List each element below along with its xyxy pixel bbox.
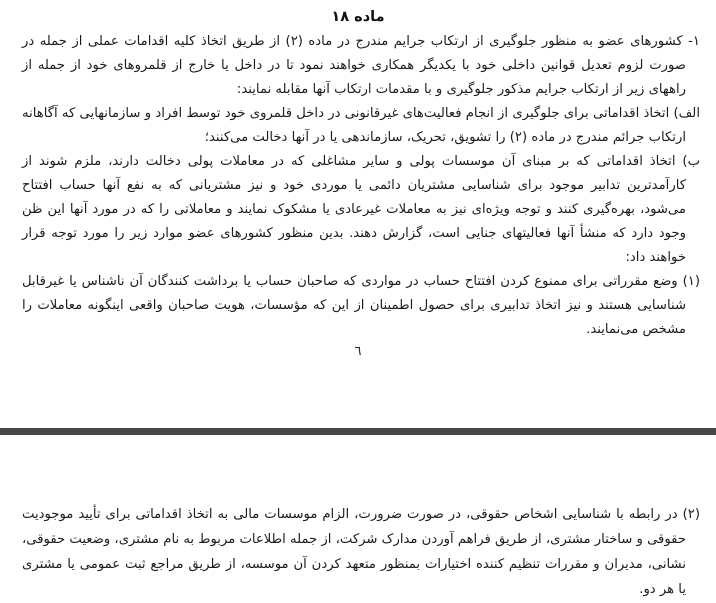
article-title: ماده ۱۸ — [331, 9, 385, 25]
paragraph-subclause-2: (۲) در رابطه با شناسایی اشخاص حقوقی، در صورت ضرورت، الزام موسسات مالی به اتخاذ اقداماتی برای تأیید موجودیت حقوقی و ساختار مشتری، از طریق فراهم آوردن مدارک شرکت، از جمله اطلاعات مربوط به نام مشتری، وضعیت حقوقی، نشانی، مدیران و مقررات تنظیم کننده اختیارات بمنظور متعهد کردن آن موسسه، از طریق مراجع ثبت عمومی یا مشتری یا هر دو. — [22, 507, 700, 597]
page-separator-bar — [0, 428, 716, 435]
paragraph-item-1: ۱- کشورهای عضو به منظور جلوگیری از ارتکاب جرایم مندرج در ماده (۲) از طریق اتخاذ کلیه اقدامات عملی از جمله در صورت لزوم تعدیل قوانین داخلی خود با یکدیگر همکاری خواهند نمود تا در داخل یا خارج از قلمروهای خود از جمله از راههای زیر از ارتکاب جرایم مذکور جلوگیری و با مقدمات ارتکاب آنها مقابله نمایند: — [22, 34, 700, 97]
paragraph-clause-be: ب) اتخاذ اقداماتی که بر مبنای آن موسسات پولی و سایر مشاغلی که در معاملات پولی دخالت دارند، ملزم شوند از کارآمدترین تدابیر موجود برای شناسایی مشتریان دائمی یا موردی خود و نیز مشتریانی که به نفع آنها حساب افتتاح می‌شود، بهره‌گیری کنند و توجه ویژه‌ای نیز به معاملات غیرعادی یا مشکوک نمایند و معاملاتی را که در مورد آنها این ظن وجود دارد که منشأ آنها فعالیتهای جنایی است، گزارش دهند. بدین منظور کشورهای عضو موارد زیر را مورد توجه قرار خواهند داد: — [22, 154, 700, 265]
page1-text-block — [22, 30, 700, 342]
page2-text-block — [22, 502, 700, 602]
paragraph-subclause-1: (۱) وضع مقرراتی برای ممنوع کردن افتتاح حساب در مواردی که صاحبان حساب یا برداشت کنندگان آن ناشناس یا غیرقابل شناسایی هستند و نیز اتخاذ تدابیری برای حصول اطمینان از این که مؤسسات، هویت صاحبان واقعی اینگونه معاملات را مشخص می‌نمایند. — [22, 274, 700, 337]
page-number: ٦ — [354, 344, 362, 359]
paragraph-clause-alef: الف) اتخاذ اقداماتی برای جلوگیری از انجام فعالیت‌های غیرقانونی در داخل قلمروی خود توسط افراد و سازمانهایی که آگاهانه ارتکاب جرائم مندرج در ماده (۲) را تشویق، تحریک، سازماندهی یا در آنها دخالت می‌کنند؛ — [22, 106, 700, 145]
